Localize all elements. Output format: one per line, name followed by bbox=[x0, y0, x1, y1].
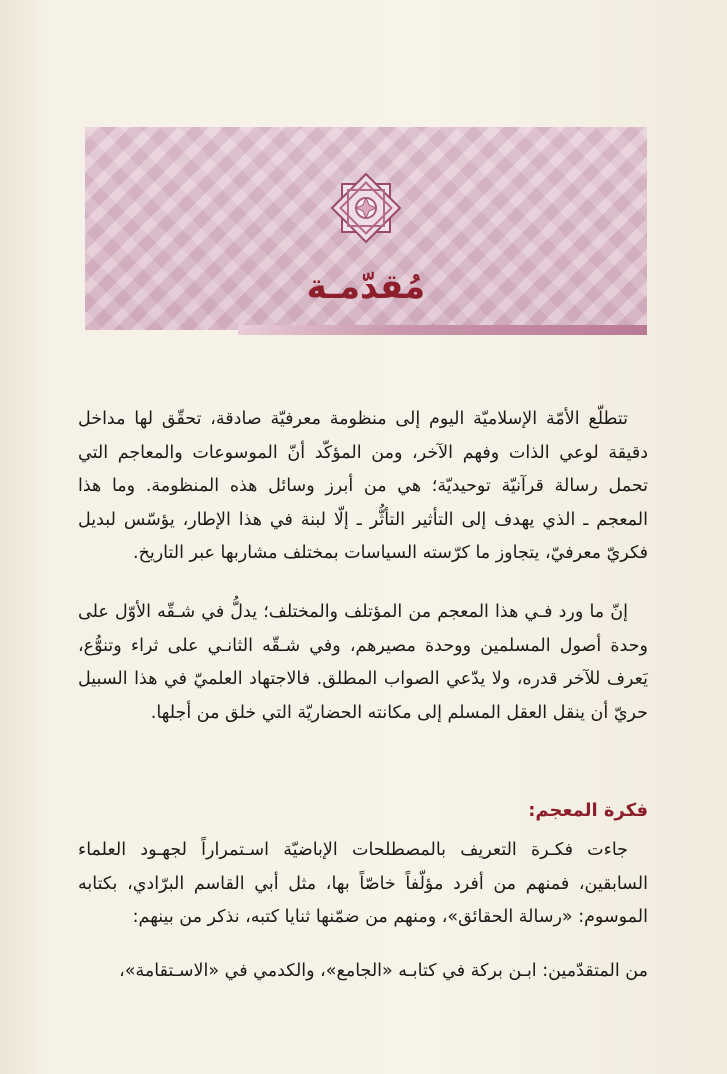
section-heading: فكرة المعجم: bbox=[528, 800, 648, 821]
banner-underline-strip bbox=[238, 325, 647, 335]
intro-paragraph-1 bbox=[78, 403, 648, 571]
intro-paragraph-2 bbox=[78, 596, 648, 730]
paragraph-text: تتطلّع الأمّة الإسلاميّة اليوم إلى منظومة معرفيّة صادقة، تحقّق لها مداخل دقيقة لوعي الذات وفهم الآخر، ومن المؤكّد أنّ الموسوعات والمعاجم التي تحمل رسالة قرآنيّة توحيديّة؛ هي من أبرز وسائل هذه المنظومة. وما هذا المعجم ـ الذي يهدف إلى التأثير التأثُّر ـ إلّا لبنة في هذا الإطار، يؤسّس لبديل فكريّ معرفيّ، يتجاوز ما كرّسته السياسات بمختلف مشاربها عبر التاريخ. bbox=[78, 409, 648, 563]
eight-point-star-icon bbox=[321, 163, 411, 253]
section-paragraph bbox=[78, 834, 648, 935]
chapter-banner bbox=[85, 127, 647, 330]
chapter-title: مُقدّمـة bbox=[306, 267, 426, 307]
paragraph-text: إنّ ما ورد فـي هذا المعجم من المؤتلف والمختلف؛ يدلُّ في شـقّه الأوّل على وحدة أصول المسلمين ووحدة مصيرهم، وفي شـقّه الثانـي على ثراء وتنوُّع، يَعرف للآخر قدره، ولا يدّعي الصواب المطلق. فالاجتهاد العلميّ في هذا السبيل حريّ أن ينقل العقل المسلم إلى مكانته الحضاريّة التي خلق من أجلها. bbox=[78, 602, 648, 723]
paragraph-text: من المتقدّمين: ابـن بركة في كتابـه «الجامع»، والكدمي في «الاسـتقامة»، bbox=[119, 961, 648, 981]
section-continuation bbox=[78, 955, 648, 989]
paragraph-text: جاءت فكـرة التعريف بالمصطلحات الإباضيّة اسـتمراراً لجهـود العلماء السابقين، فمنهم من أفرد مؤلّفاً خاصّاً بها، مثل أبي القاسم البرّادي، بكتابه الموسوم: «رسالة الحقائق»، ومنهم من ضمّنها ثنايا كتبه، نذكر من بينهم: bbox=[78, 840, 648, 927]
